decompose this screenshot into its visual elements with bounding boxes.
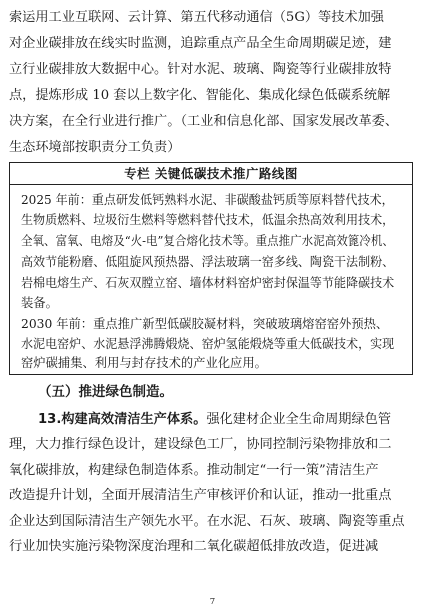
box-text-line: 生物质燃料、垃圾衍生燃料等燃料替代技术，低温余热高效利用技术，	[21, 213, 395, 227]
section-heading: （五）推进绿色制造。	[38, 384, 173, 400]
box-text-line: 岩棉电熔生产、石灰双膛立窑、墙体材料窑炉密封保温等节能降碳技术	[21, 276, 395, 290]
text-line: 索运用工业互联网、云计算、第五代移动通信（5G）等技术加强	[9, 10, 384, 25]
text-line: 行业加快实施污染物深度治理和二氧化碳超低排放改造，促进减	[9, 539, 379, 554]
text-line: 改造提升计划，全面开展清洁生产审核评价和认证，推动一批重点	[9, 488, 392, 503]
box-text-line: 高效节能粉磨、低阻旋风预热器、浮法玻璃一窑多线、陶瓷干法制粉、	[21, 255, 395, 269]
text-line: 立行业碳排放大数据中心。针对水泥、玻璃、陶瓷等行业碳排放特	[9, 62, 392, 77]
box-text-line: 装备。	[21, 296, 58, 310]
box-text-line: 窑炉碳捕集、利用与封存技术的产业化应用。	[21, 356, 267, 370]
text-line: 理，大力推行绿色设计，建设绿色工厂，协同控制污染物排放和二	[9, 437, 392, 452]
box-text-line: 2025 年前：重点研发低钙熟料水泥、非碳酸盐钙质等原料替代技术，	[21, 193, 394, 207]
box-text-line: 水泥电窑炉、水泥悬浮沸腾煅烧、窑炉氢能煅烧等重大低碳技术，实现	[21, 337, 395, 351]
page-number: 7	[209, 597, 216, 607]
text-line: 生态环境部按职责分工负责）	[9, 140, 181, 155]
text-line: 对企业碳排放在线实时监测，追踪重点产品全生命周期碳足迹，建	[9, 36, 392, 51]
text-line: 氧化碳排放，构建绿色制造体系。推动制定“一行一策”清洁生产	[9, 463, 379, 478]
paragraph-lead-rest: 强化建材企业全生命周期绿色管	[206, 412, 392, 427]
column-box-low-carbon-roadmap	[9, 162, 413, 375]
text-line	[38, 412, 391, 428]
box-title: 专栏 关键低碳技术推广路线图	[10, 163, 412, 185]
box-text-line: 全氧、富氧、电熔及“火-电”复合熔化技术等。重点推广水泥高效篦冷机、	[21, 234, 394, 248]
text-line: 点，提炼形成 10 套以上数字化、智能化、集成化绿色低碳系统解	[9, 88, 391, 103]
text-line: 决方案，在全行业进行推广。（工业和信息化部、国家发展改革委、	[9, 114, 399, 129]
paragraph-lead: 13.构建高效清洁生产体系。	[38, 412, 207, 427]
text-line: 企业达到国际清洁生产领先水平。在水泥、石灰、玻璃、陶瓷等重点	[9, 514, 405, 529]
box-text-line: 2030 年前：重点推广新型低碳胶凝材料，突破玻璃熔窑窑外预热、	[21, 317, 389, 331]
